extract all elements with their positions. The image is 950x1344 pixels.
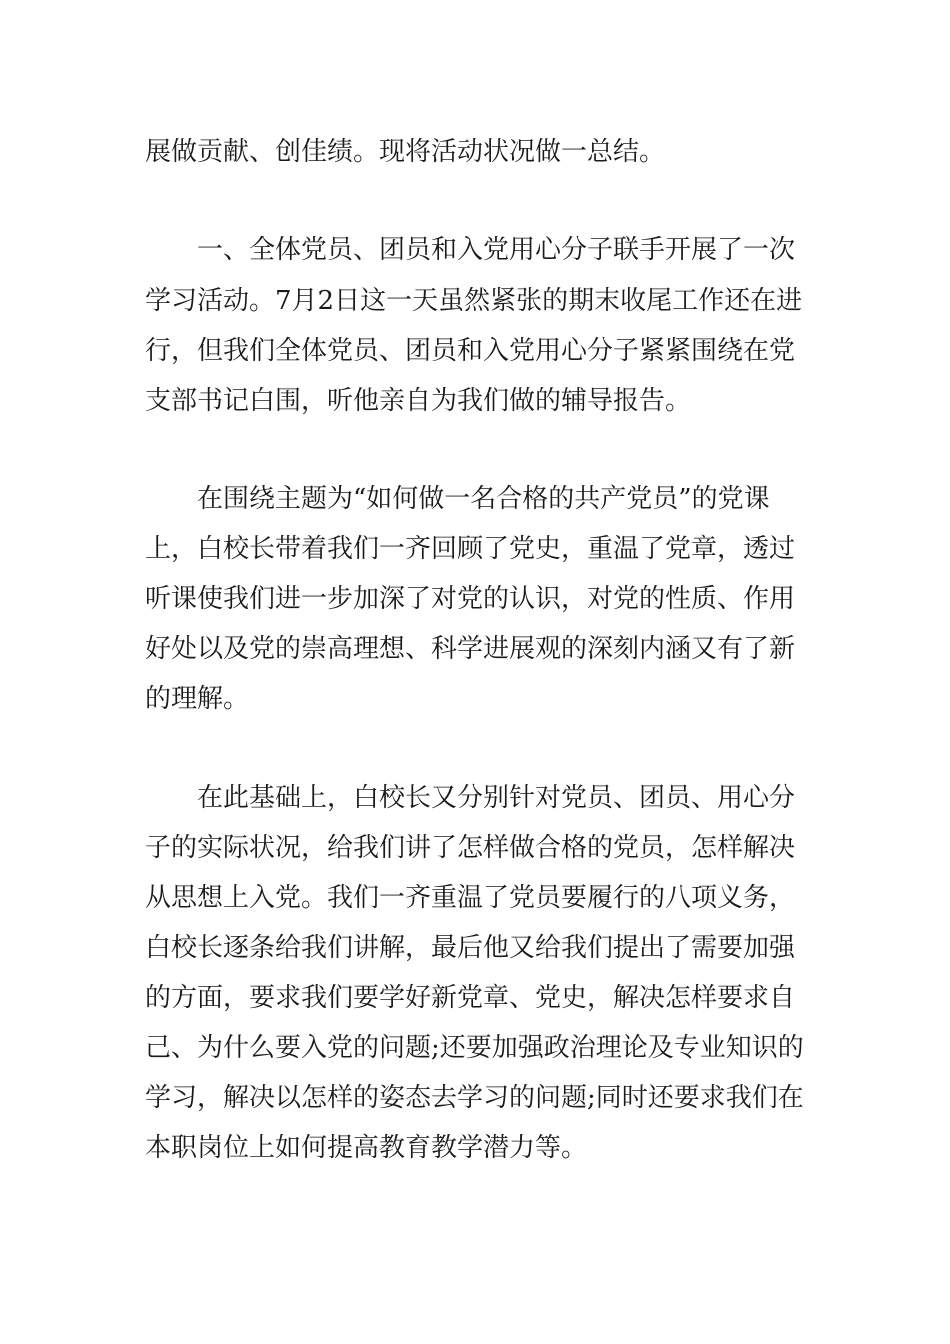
paragraph-2-line-4: 支部书记白围，听他亲自为我们做的辅导报告。 [145, 386, 692, 416]
paragraph-4-line-8: 本职岗位上如何提高教育教学潜力等。 [145, 1133, 588, 1163]
paragraph-4-line-1: 在此基础上，白校长又分别针对党员、团员、用心分 [197, 783, 796, 813]
paragraph-4-line-3: 从思想上入党。我们一齐重温了党员要履行的八项义务， [145, 883, 796, 913]
paragraph-3-line-1: 在围绕主题为“如何做一名合格的共产党员”的党课 [197, 484, 770, 514]
paragraph-2-line-1: 一、全体党员、团员和入党用心分子联手开展了一次 [197, 235, 796, 265]
paragraph-4-line-7: 学习，解决以怎样的姿态去学习的问题;同时还要求我们在 [145, 1083, 804, 1113]
paragraph-3-line-2: 上，白校长带着我们一齐回顾了党史，重温了党章，透过 [145, 534, 796, 564]
paragraph-3-line-4: 好处以及党的崇高理想、科学进展观的深刻内涵又有了新 [145, 634, 796, 664]
paragraph-3-line-5: 的理解。 [145, 684, 250, 714]
paragraph-1-line-1: 展做贡献、创佳绩。现将活动状况做一总结。 [145, 137, 666, 167]
paragraph-4-line-2: 子的实际状况，给我们讲了怎样做合格的党员，怎样解决 [145, 833, 796, 863]
paragraph-4-line-5: 的方面，要求我们要学好新党章、党史，解决怎样要求自 [145, 983, 796, 1013]
paragraph-3-line-3: 听课使我们进一步加深了对党的认识，对党的性质、作用 [145, 584, 796, 614]
paragraph-4-line-6: 己、为什么要入党的问题;还要加强政治理论及专业知识的 [145, 1033, 804, 1063]
paragraph-4-line-4: 白校长逐条给我们讲解，最后他又给我们提出了需要加强 [145, 933, 796, 963]
paragraph-2-line-3: 行，但我们全体党员、团员和入党用心分子紧紧围绕在党 [145, 336, 796, 366]
paragraph-2-line-2: 学习活动。7月2日这一天虽然紧张的期末收尾工作还在进 [145, 286, 803, 316]
